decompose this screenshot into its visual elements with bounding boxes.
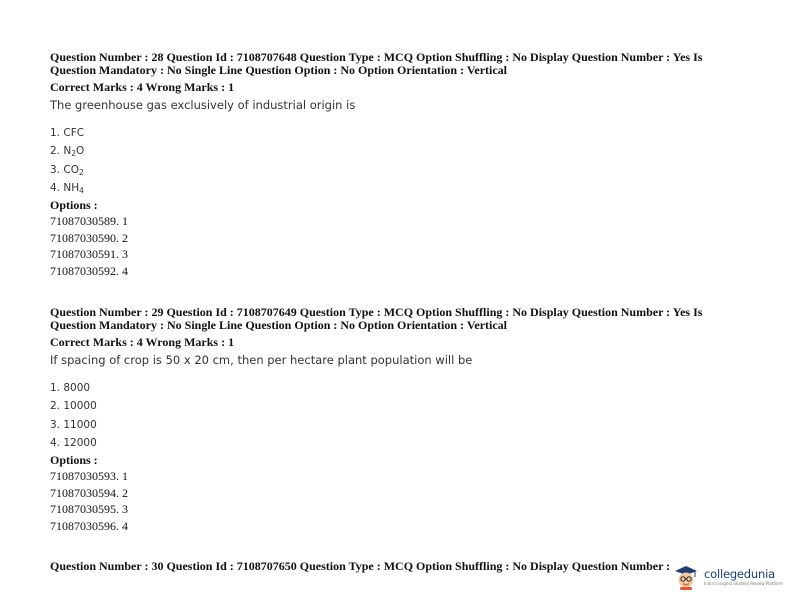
- options-label: Options :: [50, 453, 98, 468]
- option-id: 71087030596. 4: [50, 518, 128, 533]
- question-header: Question Number : 28 Question Id : 7108707648 Question Type : MCQ Option Shuffling : No Display Question Number : Yes Is Question Mandatory : No Single Line Question Option : No Option Orientation : Vertical: [50, 50, 703, 77]
- question-text: The greenhouse gas exclusively of industrial origin is: [50, 98, 356, 112]
- options-label: Options :: [50, 198, 98, 213]
- choice-item: 2. 10000: [50, 400, 97, 413]
- question-header: Question Number : 30 Question Id : 7108707650 Question Type : MCQ Option Shuffling : No Display Question Number :: [50, 559, 671, 573]
- choice-item: 4. 12000: [50, 436, 97, 449]
- option-id: 71087030591. 3: [50, 247, 128, 262]
- question-header: Question Number : 29 Question Id : 7108707649 Question Type : MCQ Option Shuffling : No Display Question Number : Yes Is Question Mandatory : No Single Line Question Option : No Option Orientation : Vertical: [50, 305, 703, 332]
- choice-item: 2. $N_2O$: [50, 145, 85, 159]
- logo-tagline: India's largest Student Review Platform: [704, 580, 783, 586]
- option-id: 71087030593. 1: [50, 469, 128, 484]
- choice-item: 4. $NH_4$: [50, 181, 84, 195]
- choice-item: 1. 8000: [50, 382, 91, 394]
- choice-list: [50, 124, 740, 197]
- question-29-block: [50, 306, 740, 534]
- marks-line: Correct Marks : 4 Wrong Marks : 1: [50, 80, 235, 94]
- graduate-mascot-icon: [672, 563, 700, 591]
- option-id: 71087030594. 2: [50, 485, 128, 500]
- choice-item: 3. 11000: [50, 418, 97, 431]
- option-id: 71087030589. 1: [50, 214, 128, 229]
- option-id: 71087030592. 4: [50, 263, 128, 278]
- choice-item: 1. CFC: [50, 127, 85, 139]
- question-text: If spacing of crop is 50 x 20 cm, then per hectare plant population will be: [50, 353, 473, 367]
- choice-list: [50, 379, 740, 452]
- choice-item: 3. $CO_2$: [50, 163, 84, 177]
- question-28-block: [50, 51, 740, 279]
- marks-line: Correct Marks : 4 Wrong Marks : 1: [50, 335, 235, 349]
- collegedunia-logo: [672, 560, 792, 594]
- option-id: 71087030595. 3: [50, 502, 128, 517]
- question-30-block: [50, 560, 740, 573]
- option-id: 71087030590. 2: [50, 230, 128, 245]
- logo-name: collegedunia: [704, 566, 775, 581]
